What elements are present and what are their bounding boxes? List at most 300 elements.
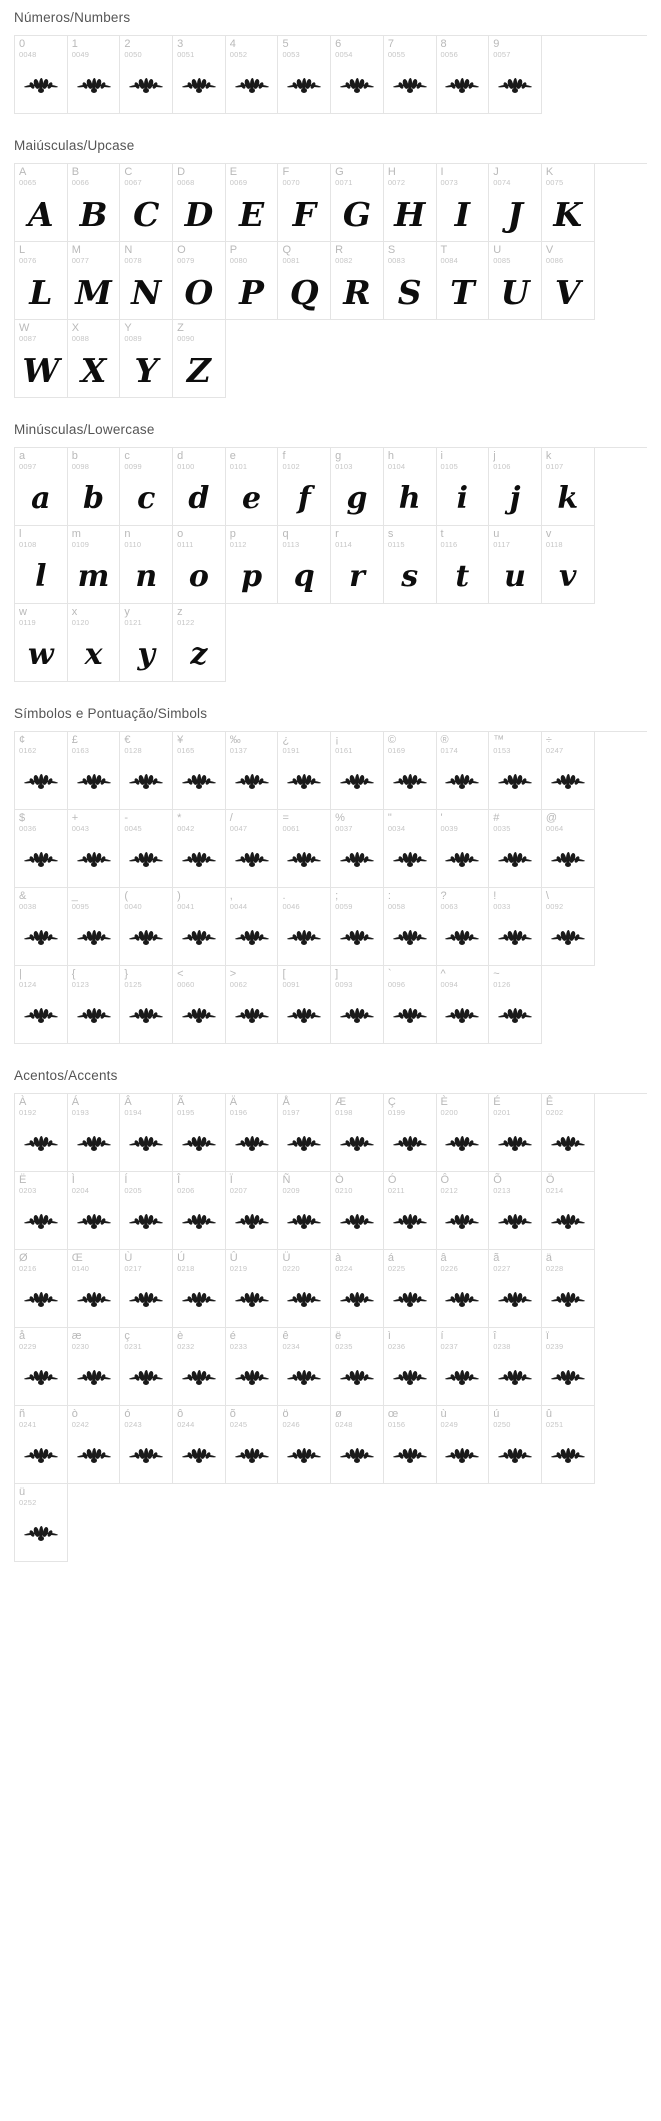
glyph-cell[interactable] <box>437 1250 490 1328</box>
glyph-cell[interactable] <box>68 1250 121 1328</box>
floral-ornament-icon <box>129 930 163 946</box>
glyph-cell[interactable] <box>331 448 384 526</box>
glyph-code: 0064 <box>545 824 564 833</box>
glyph-cell[interactable] <box>489 966 542 1044</box>
glyph-character: Ç <box>387 1096 396 1108</box>
floral-ornament-icon <box>551 1214 585 1230</box>
glyph-cell[interactable] <box>437 810 490 888</box>
glyph-cell[interactable] <box>68 320 121 398</box>
glyph-preview <box>68 834 120 886</box>
glyph-cell[interactable] <box>68 1406 121 1484</box>
floral-ornament-icon <box>77 1292 111 1308</box>
glyph-preview <box>489 912 541 964</box>
glyph-cell[interactable] <box>226 810 279 888</box>
glyph-preview: d <box>188 480 210 516</box>
glyph-cell[interactable] <box>437 164 490 242</box>
glyph-code: 0106 <box>493 462 511 471</box>
glyph-preview: i <box>456 480 469 516</box>
glyph-cell[interactable] <box>120 1328 173 1406</box>
glyph-character: o <box>177 528 184 540</box>
glyph-cell[interactable] <box>68 966 121 1044</box>
glyph-cell[interactable] <box>542 732 595 810</box>
glyph-cell[interactable] <box>489 1172 542 1250</box>
glyph-code: 0044 <box>229 902 248 911</box>
glyph-cell[interactable] <box>278 1406 331 1484</box>
glyph-cell[interactable] <box>120 1250 173 1328</box>
glyph-cell[interactable] <box>173 732 226 810</box>
glyph-preview <box>173 1274 225 1326</box>
glyph-code: 0242 <box>71 1420 90 1429</box>
glyph-character: ™ <box>493 734 505 746</box>
glyph-cell[interactable] <box>278 36 331 114</box>
glyph-code: 0241 <box>19 1420 37 1429</box>
glyph-code: 0237 <box>440 1342 458 1351</box>
glyph-character: å <box>19 1330 26 1342</box>
glyph-preview: o <box>188 558 209 594</box>
glyph-character: ö <box>282 1408 289 1420</box>
glyph-preview <box>331 912 383 964</box>
glyph-cell[interactable] <box>120 604 173 682</box>
floral-ornament-icon <box>551 1136 585 1152</box>
glyph-code: 0212 <box>440 1186 458 1195</box>
glyph-cell[interactable] <box>68 36 121 114</box>
glyph-cell[interactable] <box>68 810 121 888</box>
glyph-character: ó <box>124 1408 131 1420</box>
floral-ornament-icon <box>129 1136 163 1152</box>
glyph-preview <box>331 756 383 808</box>
glyph-cell[interactable] <box>15 36 68 114</box>
glyph-cell[interactable] <box>173 526 226 604</box>
glyph-grid <box>14 163 647 398</box>
glyph-character: V <box>545 244 554 256</box>
glyph-character: n <box>124 528 131 540</box>
glyph-cell[interactable] <box>68 1094 121 1172</box>
glyph-cell[interactable] <box>120 888 173 966</box>
glyph-character: ø <box>335 1408 342 1420</box>
glyph-preview <box>120 990 172 1042</box>
glyph-cell[interactable] <box>68 526 121 604</box>
glyph-cell[interactable] <box>437 448 490 526</box>
glyph-cell[interactable] <box>542 164 595 242</box>
glyph-cell[interactable] <box>542 810 595 888</box>
glyph-cell[interactable] <box>68 1328 121 1406</box>
glyph-character: í <box>440 1330 444 1342</box>
floral-ornament-icon <box>498 1214 532 1230</box>
glyph-character: ] <box>335 968 339 980</box>
glyph-cell[interactable] <box>331 810 384 888</box>
glyph-preview <box>226 1430 278 1482</box>
glyph-cell[interactable] <box>489 164 542 242</box>
glyph-cell[interactable] <box>120 810 173 888</box>
glyph-preview: a <box>31 480 51 516</box>
glyph-cell[interactable] <box>437 966 490 1044</box>
section-lowercase <box>0 412 661 682</box>
glyph-cell[interactable] <box>15 966 68 1044</box>
glyph-cell[interactable] <box>384 810 437 888</box>
floral-ornament-icon <box>393 1136 427 1152</box>
glyph-cell[interactable] <box>437 242 490 320</box>
glyph-cell[interactable] <box>15 1250 68 1328</box>
glyph-cell[interactable] <box>120 164 173 242</box>
glyph-code: 0080 <box>229 256 248 265</box>
glyph-code: 0040 <box>124 902 142 911</box>
glyph-preview: e <box>242 480 262 516</box>
glyph-character: R <box>335 244 344 256</box>
glyph-preview: w <box>27 636 54 672</box>
glyph-cell[interactable] <box>173 604 226 682</box>
glyph-cell[interactable] <box>331 966 384 1044</box>
glyph-cell[interactable] <box>384 1094 437 1172</box>
glyph-cell[interactable] <box>542 1172 595 1250</box>
glyph-preview <box>226 1274 278 1326</box>
glyph-character: Ü <box>282 1252 291 1264</box>
glyph-preview: P <box>239 272 264 312</box>
glyph-cell[interactable] <box>173 1094 226 1172</box>
floral-ornament-icon <box>235 774 269 790</box>
glyph-code: 0077 <box>71 256 90 265</box>
glyph-cell[interactable] <box>384 1328 437 1406</box>
floral-ornament-icon <box>393 1292 427 1308</box>
glyph-code: 0078 <box>124 256 142 265</box>
glyph-cell[interactable] <box>120 36 173 114</box>
glyph-preview <box>226 834 278 886</box>
glyph-cell[interactable] <box>542 1406 595 1484</box>
glyph-cell[interactable] <box>15 526 68 604</box>
glyph-character: P <box>229 244 238 256</box>
glyph-character: 4 <box>229 38 236 50</box>
glyph-cell[interactable] <box>15 242 68 320</box>
glyph-code: 0089 <box>124 334 142 343</box>
glyph-code: 0062 <box>229 980 248 989</box>
glyph-cell[interactable] <box>173 966 226 1044</box>
glyph-cell[interactable] <box>15 448 68 526</box>
glyph-cell[interactable] <box>331 1172 384 1250</box>
glyph-cell[interactable] <box>331 526 384 604</box>
glyph-character: y <box>124 606 130 618</box>
glyph-cell[interactable] <box>384 242 437 320</box>
glyph-cell[interactable] <box>68 604 121 682</box>
glyph-cell[interactable] <box>489 888 542 966</box>
glyph-preview <box>120 834 172 886</box>
glyph-cell[interactable] <box>489 732 542 810</box>
glyph-preview <box>68 912 120 964</box>
glyph-cell[interactable] <box>68 732 121 810</box>
glyph-cell[interactable] <box>437 526 490 604</box>
glyph-character: g <box>335 450 342 462</box>
glyph-code: 0056 <box>440 50 458 59</box>
glyph-cell[interactable] <box>278 448 331 526</box>
glyph-character: ! <box>493 890 497 902</box>
glyph-preview <box>120 1196 172 1248</box>
glyph-cell[interactable] <box>120 1172 173 1250</box>
glyph-cell[interactable] <box>331 1250 384 1328</box>
glyph-cell[interactable] <box>331 36 384 114</box>
glyph-cell[interactable] <box>278 242 331 320</box>
glyph-character: 7 <box>387 38 394 50</box>
glyph-preview <box>489 1352 541 1404</box>
glyph-cell[interactable] <box>173 448 226 526</box>
glyph-code: 0191 <box>282 746 300 755</box>
glyph-cell[interactable] <box>489 1328 542 1406</box>
glyph-character: È <box>440 1096 448 1108</box>
glyph-cell[interactable] <box>173 810 226 888</box>
floral-ornament-icon <box>129 1008 163 1024</box>
floral-ornament-icon <box>393 78 427 94</box>
glyph-character: 0 <box>19 38 26 50</box>
floral-ornament-icon <box>498 1292 532 1308</box>
glyph-code: 0101 <box>229 462 248 471</box>
glyph-cell[interactable] <box>542 448 595 526</box>
glyph-cell[interactable] <box>68 242 121 320</box>
glyph-cell[interactable] <box>120 1094 173 1172</box>
floral-ornament-icon <box>393 1214 427 1230</box>
glyph-cell[interactable] <box>120 1406 173 1484</box>
glyph-cell[interactable] <box>384 732 437 810</box>
glyph-cell[interactable] <box>437 1328 490 1406</box>
glyph-cell[interactable] <box>120 526 173 604</box>
glyph-cell[interactable] <box>278 888 331 966</box>
glyph-cell[interactable] <box>278 732 331 810</box>
glyph-code: 0202 <box>545 1108 564 1117</box>
glyph-cell[interactable] <box>489 1406 542 1484</box>
glyph-cell[interactable] <box>120 242 173 320</box>
glyph-code: 0061 <box>282 824 300 833</box>
glyph-cell[interactable] <box>15 604 68 682</box>
glyph-code: 0091 <box>282 980 300 989</box>
glyph-cell[interactable] <box>226 448 279 526</box>
glyph-code: 0252 <box>19 1498 37 1507</box>
glyph-cell[interactable] <box>15 320 68 398</box>
glyph-character: ¡ <box>335 734 339 746</box>
glyph-preview: Y <box>134 350 158 390</box>
glyph-cell[interactable] <box>120 966 173 1044</box>
glyph-cell[interactable] <box>15 732 68 810</box>
glyph-code: 0113 <box>282 540 300 549</box>
glyph-cell[interactable] <box>226 1172 279 1250</box>
glyph-code: 0054 <box>335 50 353 59</box>
glyph-cell[interactable] <box>173 1250 226 1328</box>
glyph-cell[interactable] <box>68 1172 121 1250</box>
glyph-preview <box>542 1430 594 1482</box>
glyph-preview: h <box>398 480 421 516</box>
glyph-cell[interactable] <box>173 1406 226 1484</box>
glyph-cell[interactable] <box>173 36 226 114</box>
glyph-cell[interactable] <box>489 36 542 114</box>
glyph-character: C <box>124 166 133 178</box>
glyph-cell[interactable] <box>384 526 437 604</box>
glyph-cell[interactable] <box>226 526 279 604</box>
glyph-cell[interactable] <box>278 164 331 242</box>
glyph-code: 0059 <box>335 902 353 911</box>
glyph-cell[interactable] <box>384 1172 437 1250</box>
glyph-cell[interactable] <box>437 888 490 966</box>
glyph-preview: O <box>184 272 214 312</box>
glyph-cell[interactable] <box>278 810 331 888</box>
glyph-cell[interactable] <box>489 1094 542 1172</box>
glyph-cell[interactable] <box>226 242 279 320</box>
glyph-character: Ì <box>71 1174 75 1186</box>
glyph-cell[interactable] <box>278 526 331 604</box>
floral-ornament-icon <box>182 774 216 790</box>
glyph-preview <box>15 1274 67 1326</box>
glyph-cell[interactable] <box>542 1094 595 1172</box>
glyph-cell[interactable] <box>331 888 384 966</box>
glyph-code: 0217 <box>124 1264 142 1273</box>
glyph-character: Ë <box>19 1174 27 1186</box>
glyph-code: 0069 <box>229 178 248 187</box>
glyph-cell[interactable] <box>173 1172 226 1250</box>
glyph-cell[interactable] <box>542 1250 595 1328</box>
floral-ornament-icon <box>498 78 532 94</box>
floral-ornament-icon <box>393 930 427 946</box>
glyph-code: 0055 <box>387 50 406 59</box>
glyph-cell[interactable] <box>489 448 542 526</box>
section-title: Símbolos e Pontuação/Simbols <box>14 706 208 721</box>
glyph-code: 0124 <box>19 980 37 989</box>
glyph-cell[interactable] <box>68 888 121 966</box>
glyph-code: 0085 <box>493 256 511 265</box>
glyph-preview <box>384 1274 436 1326</box>
glyph-cell[interactable] <box>120 448 173 526</box>
glyph-cell[interactable] <box>68 448 121 526</box>
glyph-cell[interactable] <box>226 966 279 1044</box>
glyph-code: 0218 <box>177 1264 195 1273</box>
glyph-cell[interactable] <box>173 1328 226 1406</box>
glyph-cell[interactable] <box>278 1328 331 1406</box>
glyph-cell[interactable] <box>437 732 490 810</box>
glyph-cell[interactable] <box>331 164 384 242</box>
glyph-cell[interactable] <box>15 1484 68 1562</box>
glyph-cell[interactable] <box>384 36 437 114</box>
glyph-cell[interactable] <box>278 1094 331 1172</box>
glyph-cell[interactable] <box>226 164 279 242</box>
glyph-cell[interactable] <box>384 966 437 1044</box>
glyph-cell[interactable] <box>173 320 226 398</box>
glyph-character: ú <box>493 1408 500 1420</box>
floral-ornament-icon <box>498 1448 532 1464</box>
glyph-cell[interactable] <box>278 1250 331 1328</box>
glyph-character: r <box>335 528 339 540</box>
glyph-cell[interactable] <box>331 1406 384 1484</box>
glyph-code: 0140 <box>71 1264 90 1273</box>
glyph-cell[interactable] <box>120 320 173 398</box>
glyph-character: ä <box>545 1252 552 1264</box>
glyph-cell[interactable] <box>331 1094 384 1172</box>
glyph-cell[interactable] <box>489 526 542 604</box>
glyph-cell[interactable] <box>68 164 121 242</box>
glyph-cell[interactable] <box>173 888 226 966</box>
glyph-character: ^ <box>440 968 446 980</box>
glyph-cell[interactable] <box>173 242 226 320</box>
glyph-cell[interactable] <box>542 888 595 966</box>
glyph-character: | <box>19 968 22 980</box>
glyph-character: j <box>493 450 496 462</box>
glyph-cell[interactable] <box>173 164 226 242</box>
glyph-cell[interactable] <box>384 888 437 966</box>
glyph-cell[interactable] <box>542 1328 595 1406</box>
glyph-cell[interactable] <box>226 1406 279 1484</box>
glyph-preview: t <box>455 558 470 594</box>
glyph-preview: q <box>293 558 315 594</box>
floral-ornament-icon <box>287 1292 321 1308</box>
floral-ornament-icon <box>340 78 374 94</box>
glyph-cell[interactable] <box>226 732 279 810</box>
floral-ornament-icon <box>340 930 374 946</box>
glyph-preview <box>120 1352 172 1404</box>
floral-ornament-icon <box>24 1292 58 1308</box>
glyph-cell[interactable] <box>542 242 595 320</box>
glyph-cell[interactable] <box>542 526 595 604</box>
glyph-character: { <box>71 968 76 980</box>
glyph-cell[interactable] <box>437 1172 490 1250</box>
glyph-code: 0247 <box>545 746 564 755</box>
glyph-cell[interactable] <box>331 242 384 320</box>
glyph-preview <box>278 834 330 886</box>
glyph-code: 0236 <box>387 1342 406 1351</box>
glyph-preview <box>68 1352 120 1404</box>
glyph-cell[interactable] <box>15 1406 68 1484</box>
glyph-cell[interactable] <box>15 1328 68 1406</box>
glyph-cell[interactable] <box>489 242 542 320</box>
glyph-cell[interactable] <box>278 966 331 1044</box>
floral-ornament-icon <box>287 1370 321 1386</box>
glyph-code: 0119 <box>19 618 36 627</box>
glyph-cell[interactable] <box>226 888 279 966</box>
glyph-cell[interactable] <box>489 810 542 888</box>
glyph-cell[interactable] <box>226 36 279 114</box>
floral-ornament-icon <box>445 1292 479 1308</box>
glyph-cell[interactable] <box>15 164 68 242</box>
glyph-cell[interactable] <box>15 1172 68 1250</box>
glyph-cell[interactable] <box>15 1094 68 1172</box>
glyph-character: Y <box>124 322 132 334</box>
glyph-code: 0195 <box>177 1108 195 1117</box>
glyph-cell[interactable] <box>15 888 68 966</box>
floral-ornament-icon <box>77 1448 111 1464</box>
glyph-cell[interactable] <box>437 1406 490 1484</box>
glyph-cell[interactable] <box>437 1094 490 1172</box>
glyph-cell[interactable] <box>15 810 68 888</box>
glyph-code: 0174 <box>440 746 458 755</box>
glyph-cell[interactable] <box>226 1094 279 1172</box>
glyph-preview: M <box>75 272 112 312</box>
glyph-cell[interactable] <box>437 36 490 114</box>
glyph-preview <box>437 1274 489 1326</box>
glyph-preview: X <box>80 350 107 390</box>
glyph-cell[interactable] <box>120 732 173 810</box>
section-title: Acentos/Accents <box>14 1068 118 1083</box>
floral-ornament-icon <box>235 1136 269 1152</box>
glyph-preview <box>173 756 225 808</box>
floral-ornament-icon <box>393 852 427 868</box>
glyph-cell[interactable] <box>384 448 437 526</box>
glyph-code: 0227 <box>493 1264 511 1273</box>
glyph-cell[interactable] <box>331 1328 384 1406</box>
glyph-cell[interactable] <box>489 1250 542 1328</box>
glyph-character: Õ <box>493 1174 502 1186</box>
glyph-cell[interactable] <box>384 1406 437 1484</box>
glyph-cell[interactable] <box>384 164 437 242</box>
glyph-preview <box>331 1196 383 1248</box>
glyph-cell[interactable] <box>226 1328 279 1406</box>
glyph-cell[interactable] <box>278 1172 331 1250</box>
glyph-cell[interactable] <box>384 1250 437 1328</box>
glyph-preview <box>173 1352 225 1404</box>
glyph-character: Î <box>177 1174 181 1186</box>
glyph-character: ç <box>124 1330 130 1342</box>
glyph-cell[interactable] <box>226 1250 279 1328</box>
glyph-cell[interactable] <box>331 732 384 810</box>
